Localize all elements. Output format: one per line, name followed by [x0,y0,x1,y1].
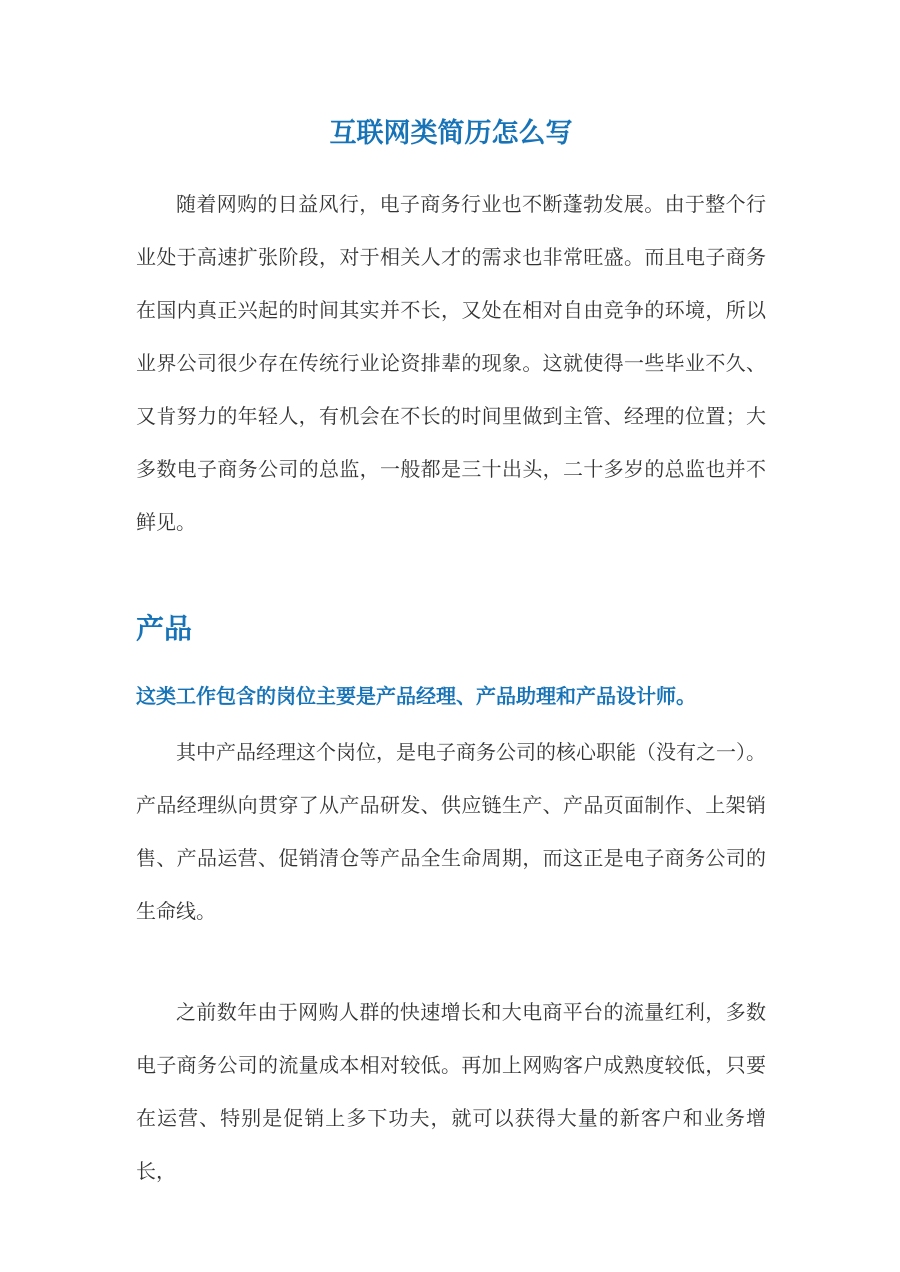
document-title: 互联网类简历怎么写 [329,118,573,149]
section-subheading: 这类工作包含的岗位主要是产品经理、产品助理和产品设计师。 [136,684,696,708]
body-paragraph: 之前数年由于网购人群的快速增长和大电商平台的流量红利，多数电子商务公司的流量成本相对较低。再加上网购客户成熟度较低，只要在运营、特别是促销上多下功夫，就可以获得大量的新客户和业务增长， [136,1000,766,1183]
intro-paragraph: 随着网购的日益风行，电子商务行业也不断蓬勃发展。由于整个行业处于高速扩张阶段，对于相关人才的需求也非常旺盛。而且电子商务在国内真正兴起的时间其实并不长，又处在相对自由竞争的环境，所以业界公司很少存在传统行业论资排辈的现象。这就使得一些毕业不久、又肯努力的年轻人，有机会在不长的时间里做到主管、经理的位置；大多数电子商务公司的总监，一般都是三十出头，二十多岁的总监也并不鲜见。 [136,192,766,534]
body-paragraph: 其中产品经理这个岗位，是电子商务公司的核心职能（没有之一）。产品经理纵向贯穿了从产品研发、供应链生产、产品页面制作、上架销售、产品运营、促销清仓等产品全生命周期，而这正是电子商务公司的生命线。 [136,740,766,923]
section-heading: 产品 [136,612,193,645]
